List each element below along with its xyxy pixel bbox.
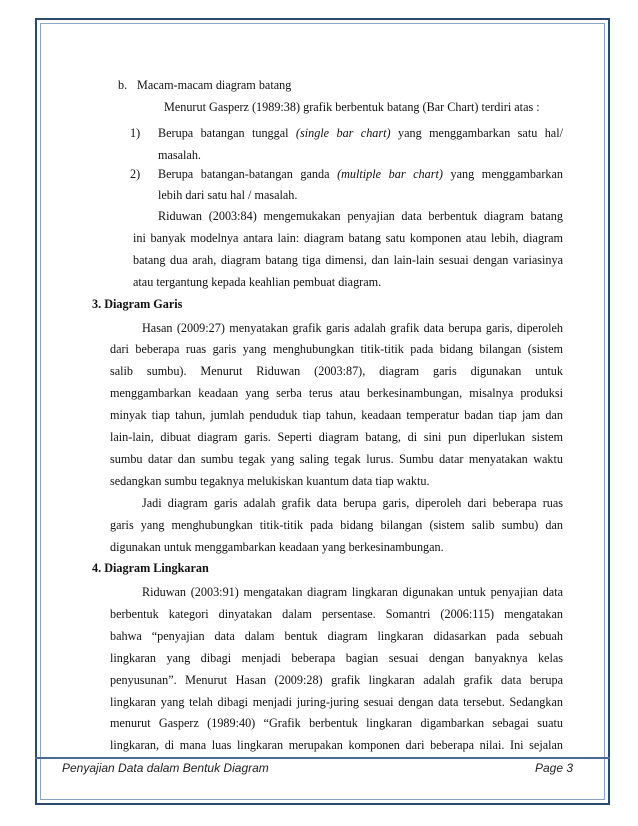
paragraph-line: lain-lain, dibuat diagram garis. Seperti diagram batang, di sini pun diperlukan sistem: [110, 430, 563, 444]
paragraph-line: dari beberapa ruas garis yang menghubungkan titik-titik pada bidang bilangan (sistem: [110, 342, 563, 356]
section-heading-diagram-garis: 3. Diagram Garis: [92, 297, 183, 311]
subsection-b-title: Macam-macam diagram batang: [137, 78, 292, 92]
list-item-line: lebih dari satu hal / masalah.: [158, 188, 298, 202]
paragraph-line: penyusunan”. Menurut Hasan (2009:28) grafik lingkaran adalah grafik data berupa: [110, 673, 563, 687]
paragraph-line: Riduwan (2003:84) mengemukakan penyajian data berbentuk diagram batang: [158, 209, 563, 223]
list-item-number: 2): [130, 167, 141, 181]
paragraph-line: lingkaran yang dibagi menjadi beberapa bagian sesuai dengan banyaknya kelas: [110, 651, 563, 665]
section-heading-diagram-lingkaran: 4. Diagram Lingkaran: [92, 561, 209, 575]
paragraph-line: Jadi diagram garis adalah grafik data berupa garis, diperoleh dari beberapa ruas: [142, 496, 563, 510]
list-item-line: Berupa batangan-batangan ganda (multiple bar chart) yang menggambarkan: [158, 167, 563, 181]
paragraph-line: lingkaran, di mana luas lingkaran merupakan komponen dari beberapa nilai. Ini sejalan: [110, 738, 563, 752]
paragraph-line: lingkaran yang telah dibagi menjadi juring-juring sesuai dengan data tersebut. Sedangkan: [110, 695, 563, 709]
paragraph-line: atau tergantung kepada keahlian pembuat diagram.: [133, 275, 382, 289]
list-item-line: Berupa batangan tunggal (single bar chart) yang menggambarkan satu hal/: [158, 126, 563, 140]
paragraph-line: ini banyak modelnya antara lain: diagram batang satu komponen atau lebih, diagram: [133, 231, 563, 245]
paragraph-line: menggambarkan keadaan yang serba terus atau berkesinambungan, misalnya produksi: [110, 386, 563, 400]
footer-title: Penyajian Data dalam Bentuk Diagram: [62, 761, 269, 775]
list-item-line: masalah.: [158, 148, 201, 162]
paragraph-line: minyak tiap tahun, jumlah penduduk tiap tahun, keadaan temperatur badan tiap jam dan: [110, 408, 563, 422]
paragraph-line: digunakan untuk menggambarkan keadaan yang berkesinambungan.: [110, 540, 444, 554]
footer-rule: [35, 757, 610, 759]
paragraph-line: sumbu datar dan sumbu tegak yang saling tegak lurus. Sumbu datar menyatakan waktu: [110, 452, 563, 466]
page-number: Page 3: [535, 761, 574, 775]
list-item-number: 1): [130, 126, 141, 140]
bar-chart-intro: Menurut Gasperz (1989:38) grafik berbentuk batang (Bar Chart) terdiri atas :: [164, 100, 540, 114]
paragraph-line: menurut Gasperz (1989:40) “Grafik berbentuk lingkaran digambarkan sebagai suatu: [110, 716, 563, 730]
paragraph-line: sedangkan sumbu tegaknya melukiskan kuantum data tiap waktu.: [110, 474, 430, 488]
paragraph-line: berbentuk kategori dinyatakan dalam persentase. Somantri (2006:115) mengatakan: [110, 607, 563, 621]
paragraph-line: bahwa “penyajian data dalam bentuk diagram lingkaran didasarkan pada sebuah: [110, 629, 563, 643]
paragraph-line: garis yang menghubungkan titik-titik pada bidang bilangan (sistem salib sumbu) dan: [110, 518, 563, 532]
paragraph-line: salib sumbu). Menurut Riduwan (2003:87), diagram garis digunakan untuk: [110, 364, 563, 378]
paragraph-line: batang dua arah, diagram batang tiga dimensi, dan lain-lain sesuai dengan variasinya: [133, 253, 563, 267]
paragraph-line: Hasan (2009:27) menyatakan grafik garis adalah grafik data berupa garis, diperoleh: [142, 321, 563, 335]
subsection-b-marker: b.: [118, 78, 128, 92]
paragraph-line: Riduwan (2003:91) mengatakan diagram lingkaran digunakan untuk penyajian data: [142, 585, 563, 599]
